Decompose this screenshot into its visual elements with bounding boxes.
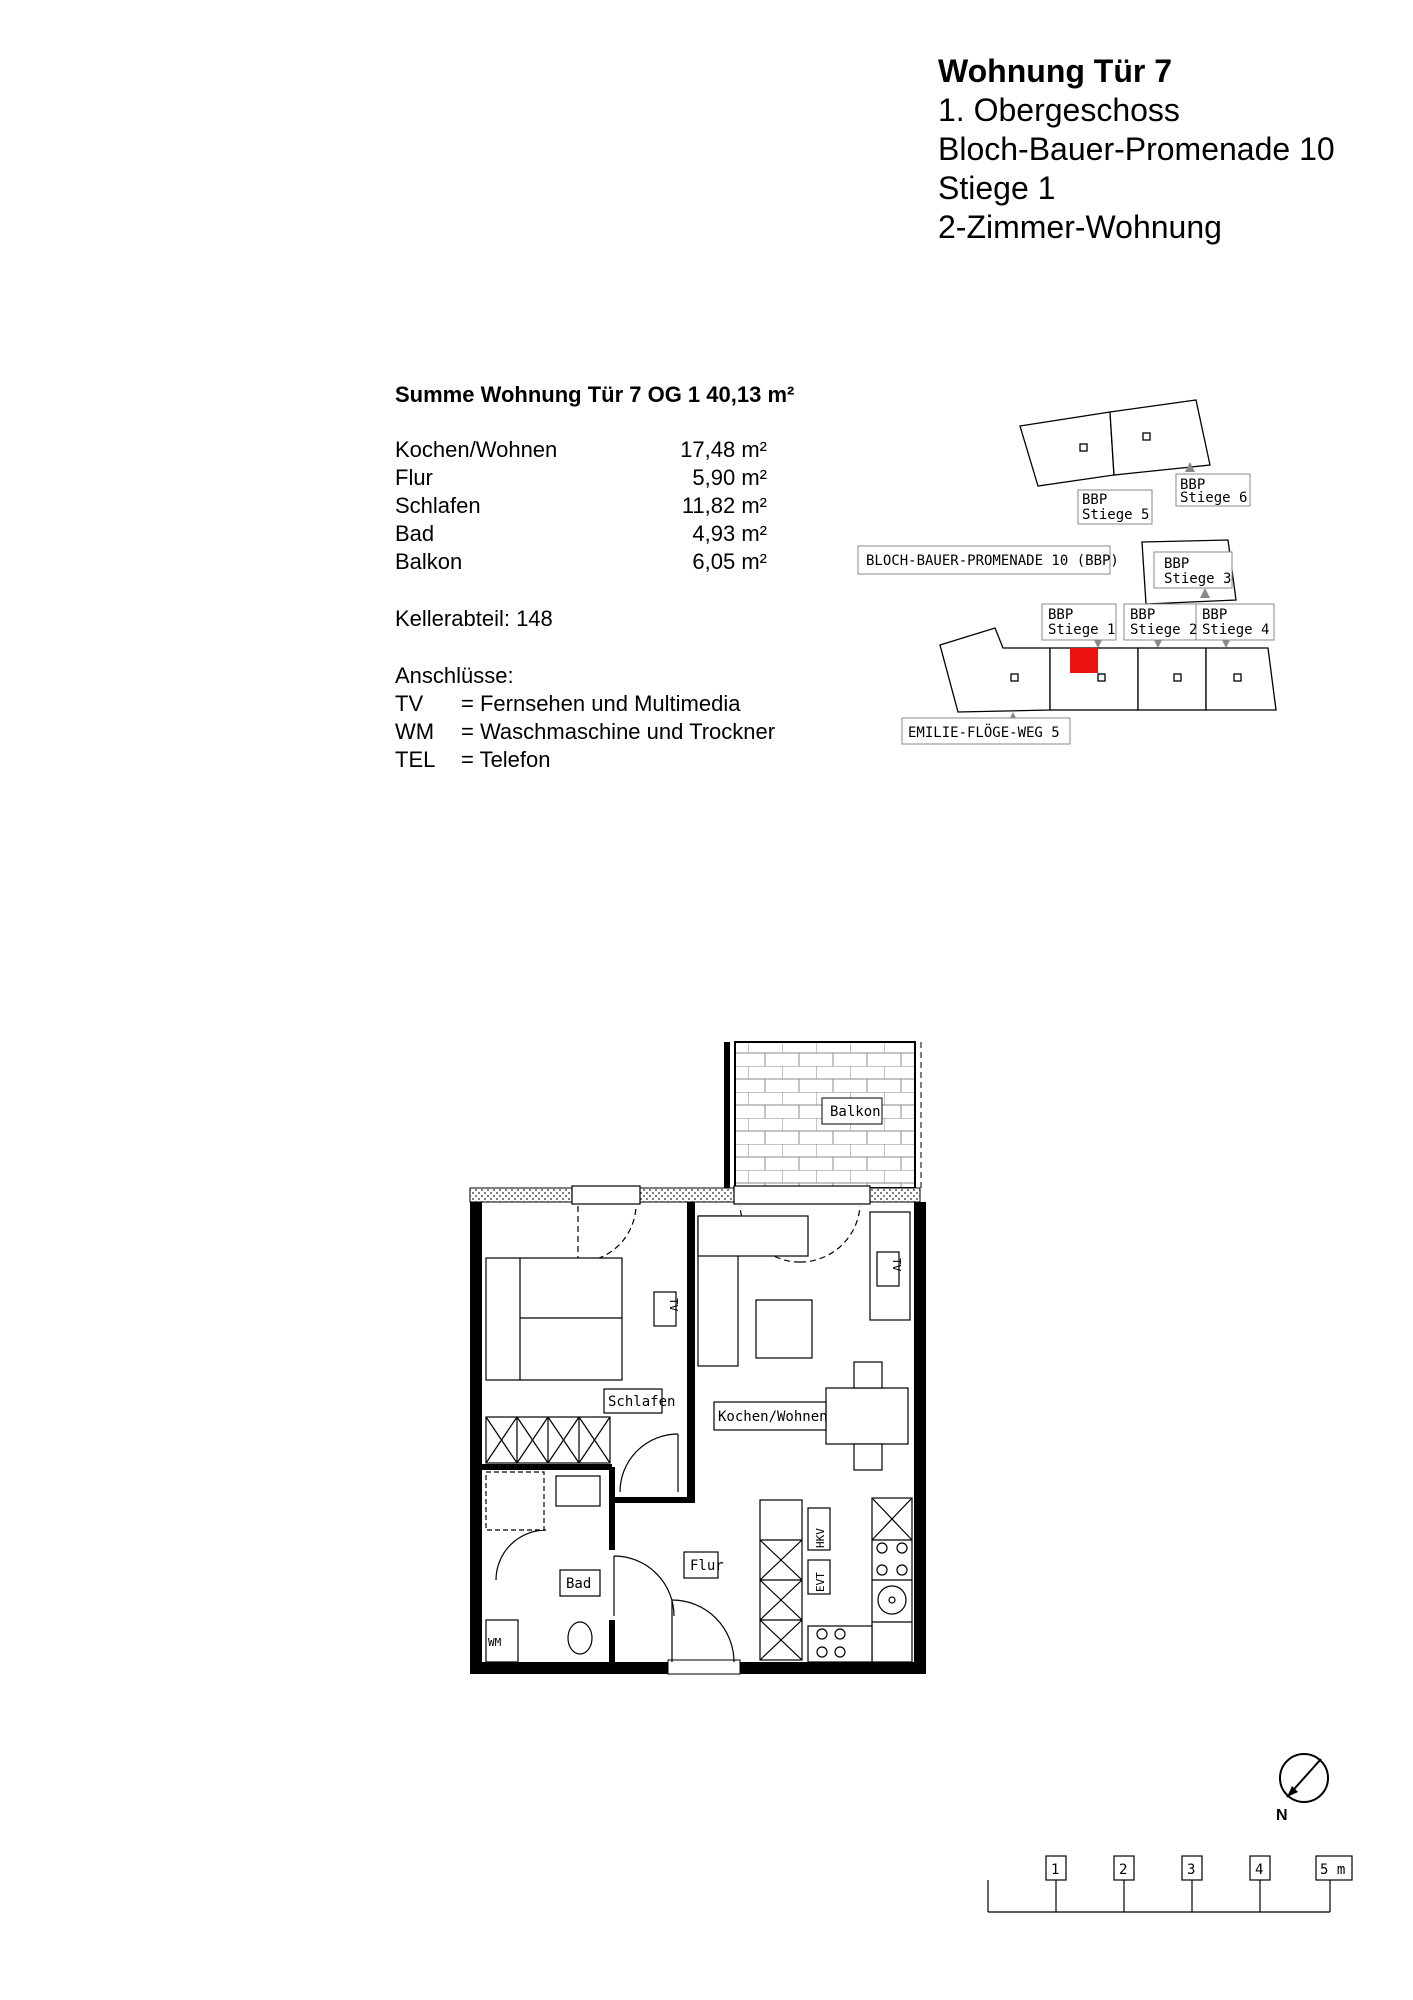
room-area: 4,93 m² [692,521,767,546]
washbasin [556,1476,600,1506]
building-stiege-5 [1020,412,1114,486]
room-name: Flur [395,465,433,490]
stair-marker [1234,674,1241,681]
apartment-type: 2-Zimmer-Wohnung [938,209,1222,245]
wm-label: WM [488,1636,502,1649]
legend-desc: = Fernsehen und Multimedia [461,691,741,716]
stair-marker [1080,444,1087,451]
scale-bar [988,1856,1352,1912]
chair [854,1444,882,1470]
window-bedroom [572,1186,640,1204]
stiege1-bbp: BBP [1048,607,1074,623]
dining-table [826,1388,908,1444]
hkv-label: HKV [814,1528,827,1548]
door-swing-balcony [800,1206,860,1262]
room-name: Schlafen [395,493,481,518]
sofa [698,1216,808,1256]
toilet [568,1622,592,1654]
door-swing-shower [496,1530,546,1580]
total-area: Summe Wohnung Tür 7 OG 1 40,13 m² [395,382,795,407]
floor-plan [470,1042,921,1674]
floor-label: 1. Obergeschoss [938,92,1180,128]
door-swing-bedroom-window [578,1206,636,1262]
building-stiege-2 [1138,648,1206,710]
coffee-table [756,1300,812,1358]
building-stiege-6 [1110,400,1210,475]
connections-title: Anschlüsse: [395,663,514,688]
balcony-door-window [734,1186,870,1204]
stiege4-bbp: BBP [1202,607,1228,623]
stiege5-bbp: BBP [1082,492,1108,508]
stiege5-label: Stiege 5 [1082,507,1150,523]
double-bed [486,1258,622,1380]
street-bbp-label: BLOCH-BAUER-PROMENADE 10 (BBP) [866,553,1119,569]
stair-marker [1011,674,1018,681]
evt-label: EVT [814,1572,827,1592]
scale-tick-1: 1 [1051,1862,1060,1878]
stiege1-label: Stiege 1 [1048,622,1116,638]
room-area: 17,48 m² [680,437,767,462]
street-efw-label: EMILIE-FLÖGE-WEG 5 [908,725,1060,741]
kochen-label: Kochen/Wohnen [718,1409,828,1425]
stiege6-bbp: BBP [1180,477,1206,493]
hob [877,1543,887,1553]
north-label: N [1276,1807,1288,1824]
stiege2-label: Stiege 2 [1130,622,1198,638]
legend-code: TEL [395,747,436,772]
stiege2-bbp: BBP [1130,607,1156,623]
room-name: Bad [395,521,435,546]
legend-desc: = Telefon [461,747,551,772]
apartment-title: Wohnung Tür 7 [938,53,1173,89]
entrance-door-frame [668,1660,740,1674]
cellar-label: Kellerabteil: 148 [395,606,553,631]
schlafen-label: Schlafen [608,1394,676,1410]
north-arrow [1276,1754,1328,1824]
flur-label: Flur [690,1558,724,1574]
door-swing-entrance [672,1600,734,1662]
staircase-label: Stiege 1 [938,170,1056,206]
room-name: Kochen/Wohnen [395,437,558,462]
shower-tray [486,1472,544,1530]
building-bottom-left [940,628,1050,712]
scale-tick-4: 4 [1255,1862,1264,1878]
scale-tick-5: 5 m [1320,1862,1346,1878]
tv-label-bedroom: TV [667,1298,680,1312]
stair-marker [1143,433,1150,440]
room-area: 11,82 m² [681,493,767,518]
stiege6-label: Stiege 6 [1180,490,1248,506]
scale-tick-3: 3 [1187,1862,1196,1878]
highlighted-apartment [1070,648,1098,673]
bad-label: Bad [566,1576,592,1592]
door-swing-bedroom [620,1434,678,1492]
stiege3-bbp: BBP [1164,556,1190,572]
door-swing-bath [614,1556,674,1616]
room-area: 6,05 m² [692,549,767,574]
legend-code: WM [395,719,435,744]
stiege3-label: Stiege 3 [1164,571,1232,587]
legend-desc: = Waschmaschine und Trockner [461,719,776,744]
legend-code: TV [395,691,424,716]
room-name: Balkon [395,549,463,574]
room-area: 5,90 m² [692,465,767,490]
chair [854,1362,882,1388]
stair-marker [1098,674,1105,681]
balkon-label: Balkon [830,1104,881,1120]
stiege4-label: Stiege 4 [1202,622,1270,638]
scale-tick-2: 2 [1119,1862,1128,1878]
tv-label-living: TV [890,1258,903,1272]
stair-marker [1174,674,1181,681]
address-label: Bloch-Bauer-Promenade 10 [938,131,1335,167]
